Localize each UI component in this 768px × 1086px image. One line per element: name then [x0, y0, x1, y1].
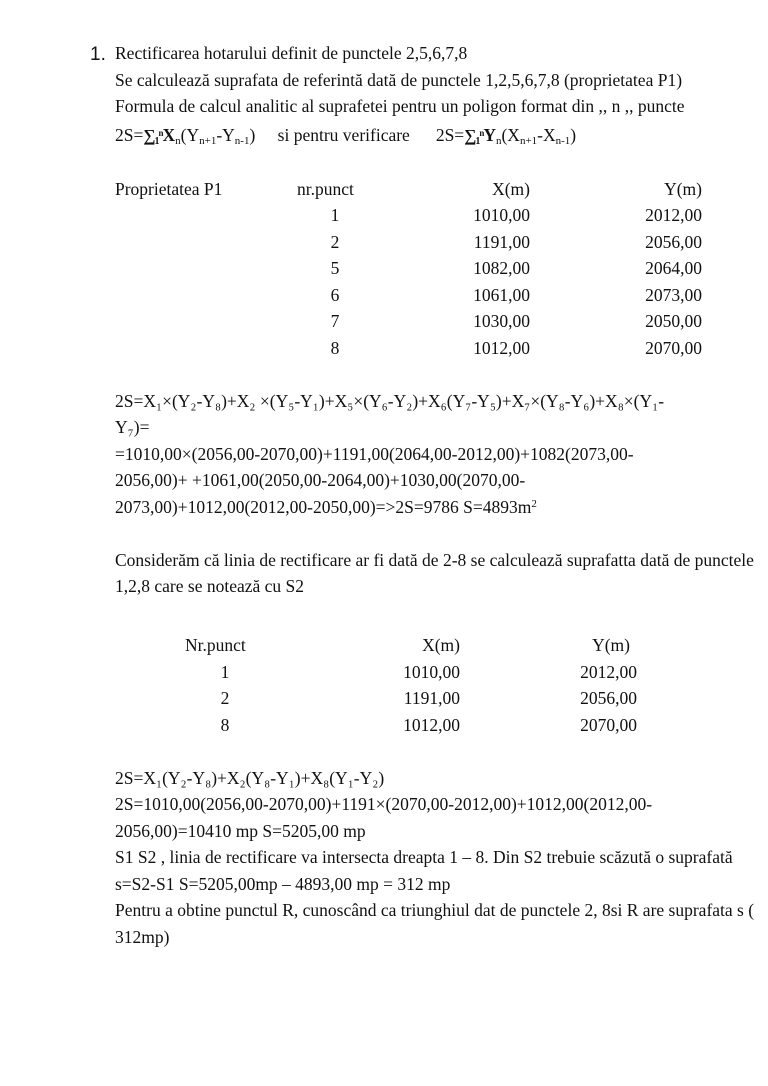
- table-row: 7 1030,00 2050,00: [330, 311, 702, 331]
- table-s2: [115, 632, 755, 738]
- table-header: Nr.punct X(m) Y(m): [185, 635, 630, 655]
- heading: Rectificarea hotarului definit de punctele 2,5,6,7,8: [115, 43, 468, 63]
- formula-description: Formula de calcul analitic al suprafetei pentru un poligon format din ,, n ,, puncte: [115, 96, 685, 116]
- document-content: [115, 40, 755, 950]
- sigma-symbol-2: $\sum_1^n$: [464, 125, 484, 147]
- point-r-paragraph: Pentru a obtine punctul R, cunoscând ca triunghiul dat de punctele 2, 8si R are suprafata s ( 312mp): [115, 900, 755, 947]
- verification-label: si pentru verificare: [277, 124, 410, 145]
- table-row: 8 1012,00 2070,00: [220, 714, 637, 735]
- intro-paragraph: Se calculează suprafata de referintă dată de punctele 1,2,5,6,7,8 (proprietatea P1): [115, 69, 683, 90]
- table-p1: [115, 176, 755, 362]
- area-formula: $2S=\sum_1^nX_n(Y_{n+1}-Y_{n-1})$ si pentru verificare $2S=\sum_1^nY_n(X_{n+1}-X_{n-1})$: [115, 120, 755, 150]
- table-row: 2 1191,00 2056,00: [330, 231, 702, 252]
- table-row: 6 1061,00 2073,00: [330, 284, 702, 305]
- table-row: 8 1012,00 2070,00: [330, 337, 702, 358]
- calculation-s1: 2S=X₁×(Y₂-Y₈)+X₂ ×(Y₅-Y₁)+X₅×(Y₆-Y₂)+X₆(Y₇-Y₅)+X₇×(Y₈-Y₆)+X₈×(Y₁- Y₇)= =1010,00×(2056,00-2070,00)+1191,00(2064,00-2012,00)+1082(2073,00- 2056,00)+ +1061,00(2050,00-2064,00)+1030,00(2070,00- 2073,00)+1012,00(2012,00-2050,00)=>2S=9786 $S=4893m^2$: [115, 390, 665, 517]
- calculation-s2: 2S=X₁(Y₂-Y₈)+X₂(Y₈-Y₁)+X₈(Y₁-Y₂) 2S=1010,00(2056,00-2070,00)+1191×(2070,00-2012,00)+1012,00(2012,00- 2056,00)=10410 mp S=5205,00 mp: [115, 767, 653, 841]
- s1-s2-paragraph: S1 S2 , linia de rectificare va intersecta dreapta 1 – 8. Din S2 trebuie scăzută o suprafată s=S2-S1 S=5205,00mp – 4893,00 mp = 312 mp: [115, 847, 733, 894]
- table-row: 5 1082,00 2064,00: [330, 258, 702, 278]
- table-row: 2 1191,00 2056,00: [220, 688, 637, 708]
- list-number: 1.: [90, 44, 106, 65]
- table-row: 1 1010,00 2012,00: [220, 661, 637, 682]
- table-label: Proprietatea P1: [115, 178, 223, 199]
- sigma-symbol: $\sum_1^n$: [143, 125, 163, 147]
- table-header: Proprietatea P1 nr.punct X(m) Y(m): [115, 176, 755, 203]
- table-row: 1 1010,00 2012,00: [330, 205, 702, 225]
- consider-paragraph: Considerăm că linia de rectificare ar fi dată de 2-8 se calculează suprafatta dată de punctele 1,2,8 care se notează cu S2: [115, 549, 754, 596]
